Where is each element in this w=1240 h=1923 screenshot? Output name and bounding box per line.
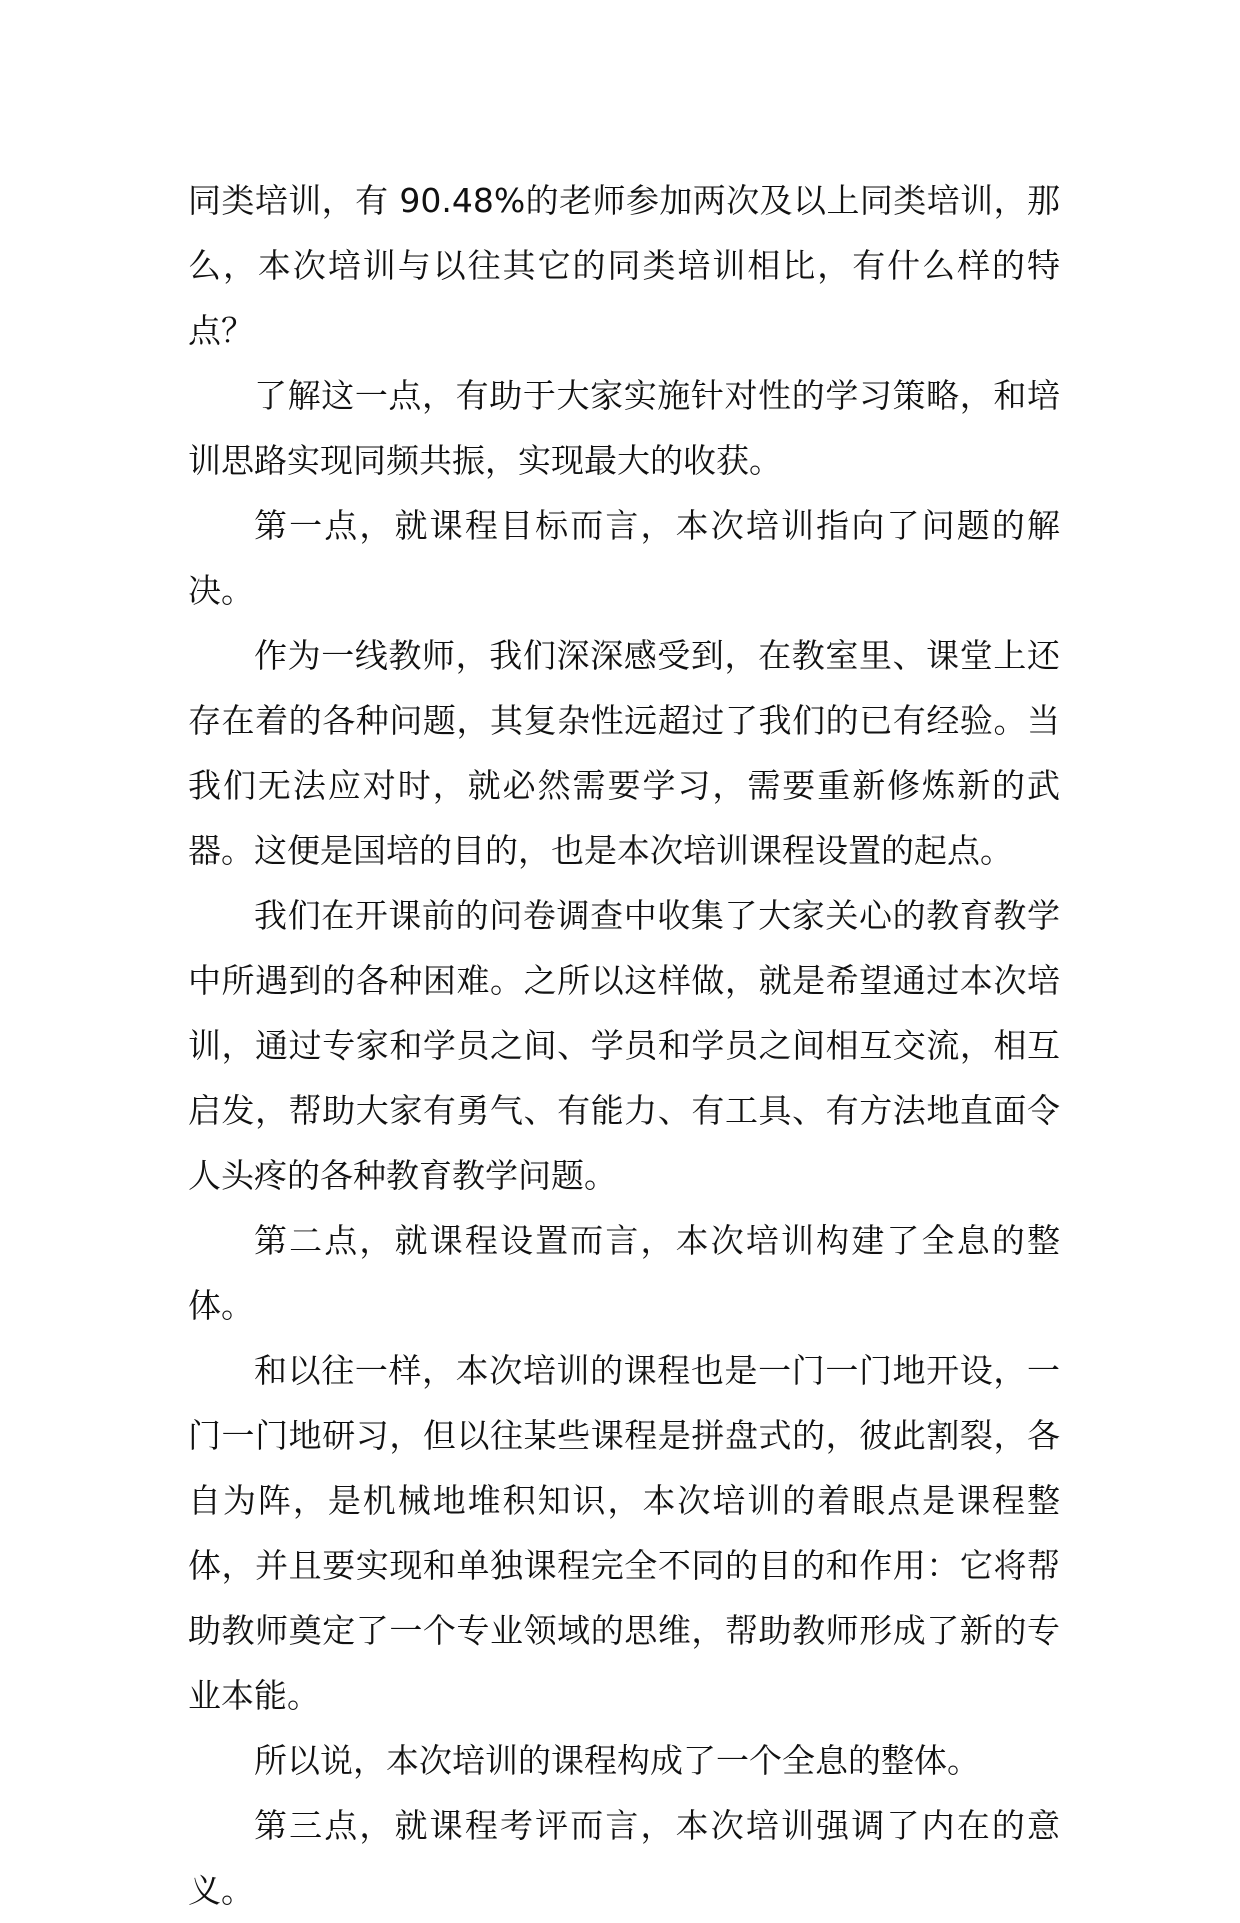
paragraph: 所以说，本次培训的课程构成了一个全息的整体。 bbox=[254, 1741, 980, 1780]
section-heading-point-two: 第二点，就课程设置而言，本次培训构建了全息的整体。 bbox=[188, 1221, 1060, 1325]
section-heading-point-three: 第三点，就课程考评而言，本次培训强调了内在的意义。 bbox=[188, 1806, 1060, 1910]
section-heading-point-one: 第一点，就课程目标而言，本次培训指向了问题的解决。 bbox=[188, 506, 1060, 610]
paragraph: 作为一线教师，我们深深感受到，在教室里、课堂上还存在着的各种问题，其复杂性远超过了我们的已有经验。当我们无法应对时，就必然需要学习，需要重新修炼新的武器。这便是国培的目的，也是本次培训课程设置的起点。 bbox=[188, 636, 1060, 870]
paragraph-continuation: 同类培训，有 90.48%的老师参加两次及以上同类培训，那么，本次培训与以往其它的同类培训相比，有什么样的特点？ bbox=[188, 181, 1060, 350]
paragraph: 了解这一点，有助于大家实施针对性的学习策略，和培训思路实现同频共振，实现最大的收获。 bbox=[188, 376, 1060, 480]
paragraph: 和以往一样，本次培训的课程也是一门一门地开设，一门一门地研习，但以往某些课程是拼盘式的，彼此割裂，各自为阵，是机械地堆积知识，本次培训的着眼点是课程整体，并且要实现和单独课程完全不同的目的和作用：它将帮助教师奠定了一个专业领域的思维，帮助教师形成了新的专业本能。 bbox=[188, 1351, 1060, 1715]
paragraph: 我们在开课前的问卷调查中收集了大家关心的教育教学中所遇到的各种困难。之所以这样做，就是希望通过本次培训，通过专家和学员之间、学员和学员之间相互交流，相互启发，帮助大家有勇气、有能力、有工具、有方法地直面令人头疼的各种教育教学问题。 bbox=[188, 896, 1060, 1195]
document-body bbox=[188, 168, 1060, 1923]
